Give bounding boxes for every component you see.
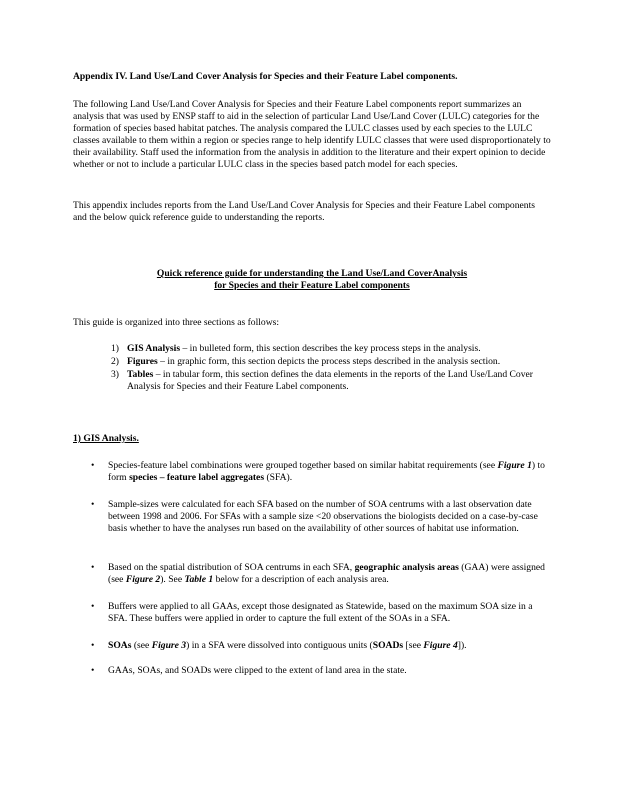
figure-ref: Figure 1: [497, 460, 532, 471]
section-list: [111, 343, 551, 394]
section-item-figures: [111, 356, 551, 368]
bullet-icon: •: [91, 640, 95, 651]
bullet-item-sfa: • Species-feature label combinations were grouped together based on similar habitat requirements (see Figure 1) to form species – feature label aggregates (SFA).: [91, 460, 545, 483]
bold-term: geographic analysis areas: [354, 562, 459, 573]
bold-term: SOAs: [108, 640, 132, 651]
bullet-icon: •: [91, 601, 95, 612]
bullet-icon: •: [91, 499, 95, 510]
section-number: 3): [111, 369, 119, 380]
section-term: GIS Analysis: [127, 343, 181, 354]
bold-term: species – feature label aggregates: [129, 472, 265, 483]
section-number: 2): [111, 356, 119, 367]
section-term: Tables: [127, 369, 154, 380]
section-item-gis: [111, 343, 551, 355]
section-desc: – in tabular form, this section defines the data elements in the reports of the Land Use/Land Cover Analysis for Species and their Feature Label components.: [127, 369, 533, 392]
bullet-item-soads: • SOAs (see Figure 3) in a SFA were dissolved into contiguous units (SOADs [see Figure 4]).: [91, 640, 467, 651]
organized-text: This guide is organized into three sections as follows:: [73, 317, 280, 328]
quick-reference-title-line-1: Quick reference guide for understanding the Land Use/Land CoverAnalysis: [156, 268, 468, 279]
bullet-icon: •: [91, 460, 95, 471]
figure-ref: Figure 2: [125, 574, 161, 585]
bullet-item-clip: • GAAs, SOAs, and SOADs were clipped to the extent of land area in the state.: [91, 665, 407, 676]
bullet-icon: •: [91, 562, 95, 573]
quick-reference-title-line-2: for Species and their Feature Label components: [214, 280, 410, 291]
bullet-item-buffers: • Buffers were applied to all GAAs, except those designated as Statewide, based on the maximum SOA size in a SFA. These buffers were applied in order to capture the full extent of the SOAs in a SFA.: [91, 601, 533, 624]
gis-analysis-heading: 1) GIS Analysis.: [73, 433, 139, 444]
bullet-icon: •: [91, 665, 95, 676]
figure-ref: Figure 4: [423, 640, 458, 651]
bullet-item-sample-size: • Sample-sizes were calculated for each SFA based on the number of SOA centrums with a last observation date between 1998 and 2006. For SFAs with a sample size <20 observations the biologists decided on a case-by-case basis whether to have the analyses run based on the availability of other sources of habitat use information.: [91, 499, 538, 534]
section-number: 1): [111, 343, 119, 354]
section-term: Figures: [127, 356, 158, 367]
bullet-item-gaa: • Based on the spatial distribution of SOA centrums in each SFA, geographic analysis areas (GAA) were assigned (see Figure 2). See Table 1 below for a description of each analysis area.: [91, 562, 545, 585]
section-desc: – in bulleted form, this section describes the key process steps in the analysis.: [180, 343, 481, 354]
quick-reference-title: [73, 268, 551, 292]
appendix-title: Appendix IV. Land Use/Land Cover Analysis for Species and their Feature Label components.: [73, 71, 458, 82]
figure-ref: Figure 3: [151, 640, 187, 651]
section-desc: – in graphic form, this section depicts the process steps described in the analysis section.: [157, 356, 501, 367]
bold-term: SOADs: [372, 640, 404, 651]
intro-paragraph: The following Land Use/Land Cover Analysis for Species and their Feature Label components report summarizes an analysis that was used by ENSP staff to aid in the selection of particular Land Use/Land Cover (LULC) categories for the formation of species based habitat patches. The analysis compared the LULC classes used by each species to the LULC classes available to them within a region or species range to help identify LULC classes that were used disproportionately to their availability. Staff used the information from the analysis in addition to the literature and their expert opinion to decide whether or not to include a particular LULC class in the species based patch model for each species.: [73, 99, 551, 170]
section-item-tables: [111, 369, 551, 393]
table-ref: Table 1: [184, 574, 214, 585]
appendix-paragraph: This appendix includes reports from the Land Use/Land Cover Analysis for Species and their Feature Label components and the below quick reference guide to understanding the reports.: [73, 200, 535, 223]
